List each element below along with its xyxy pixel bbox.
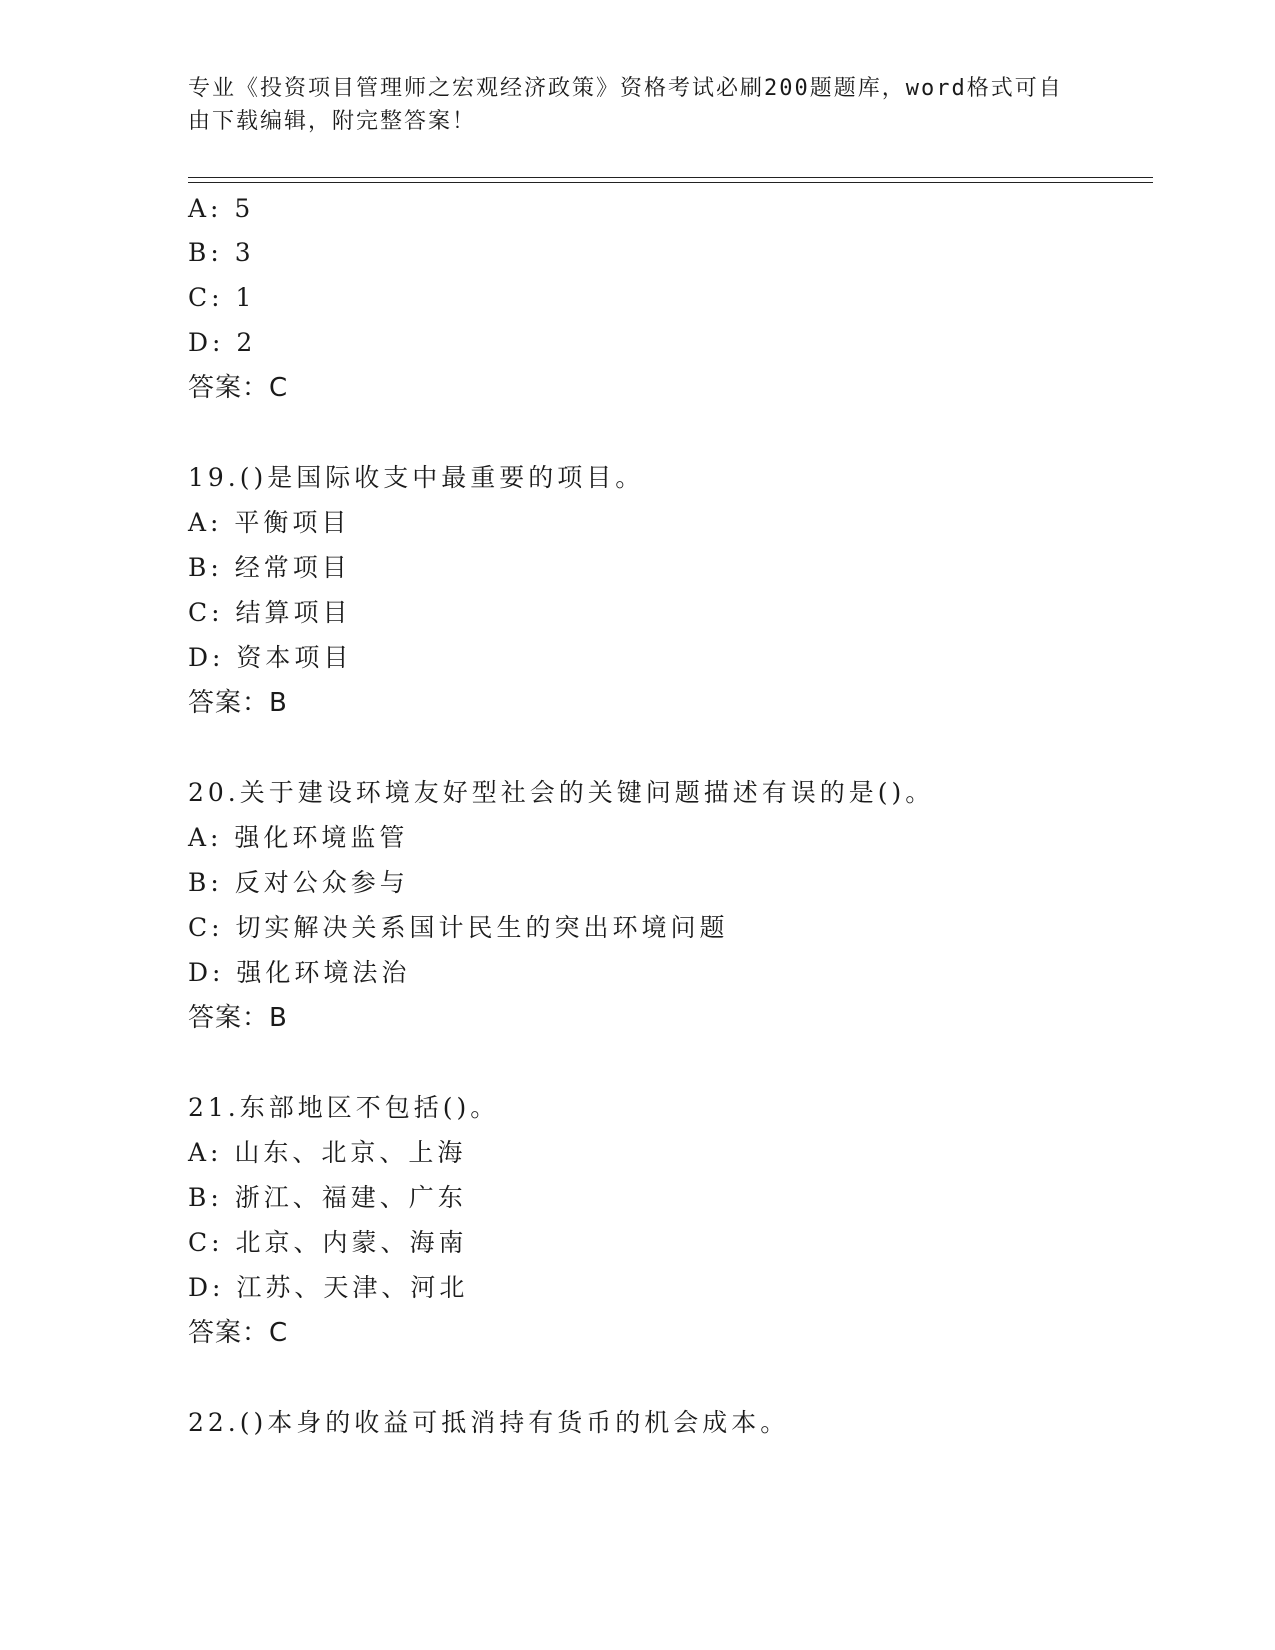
q20-answer: 答案：B (188, 1003, 288, 1033)
q18-option-d: D: 2 (188, 328, 257, 357)
header-divider-bottom (188, 182, 1153, 183)
q20-option-d: D: 强化环境法治 (188, 958, 411, 987)
q19-option-d: D: 资本项目 (188, 643, 353, 672)
q21-option-c: C: 北京、内蒙、海南 (188, 1228, 468, 1257)
q19-option-b: B: 经常项目 (188, 553, 351, 582)
q20-option-a: A: 强化环境监管 (188, 823, 409, 852)
q19-question: 19.()是国际收支中最重要的项目。 (188, 463, 645, 492)
header-divider-top (188, 177, 1153, 178)
q22-question: 22.()本身的收益可抵消持有货币的机会成本。 (188, 1408, 790, 1437)
q18-answer: 答案：C (188, 373, 289, 403)
document-header: 专业《投资项目管理师之宏观经济政策》资格考试必刷200题题库，word格式可自由下载编辑，附完整答案！ (188, 76, 1063, 134)
q21-option-b: B: 浙江、福建、广东 (188, 1183, 467, 1212)
q20-option-c: C: 切实解决关系国计民生的突出环境问题 (188, 913, 729, 942)
q19-option-a: A: 平衡项目 (188, 508, 351, 537)
q21-option-a: A: 山东、北京、上海 (188, 1138, 467, 1167)
q21-question: 21.东部地区不包括()。 (188, 1093, 500, 1122)
q20-question: 20.关于建设环境友好型社会的关键问题描述有误的是()。 (188, 778, 935, 807)
q21-answer: 答案：C (188, 1318, 289, 1348)
q21-option-d: D: 江苏、天津、河北 (188, 1273, 469, 1302)
q18-option-b: B: 3 (188, 238, 255, 267)
q19-option-c: C: 结算项目 (188, 598, 352, 627)
q20-option-b: B: 反对公众参与 (188, 868, 409, 897)
q18-option-a: A: 5 (188, 194, 255, 223)
q19-answer: 答案：B (188, 688, 288, 718)
q18-option-c: C: 1 (188, 283, 256, 312)
